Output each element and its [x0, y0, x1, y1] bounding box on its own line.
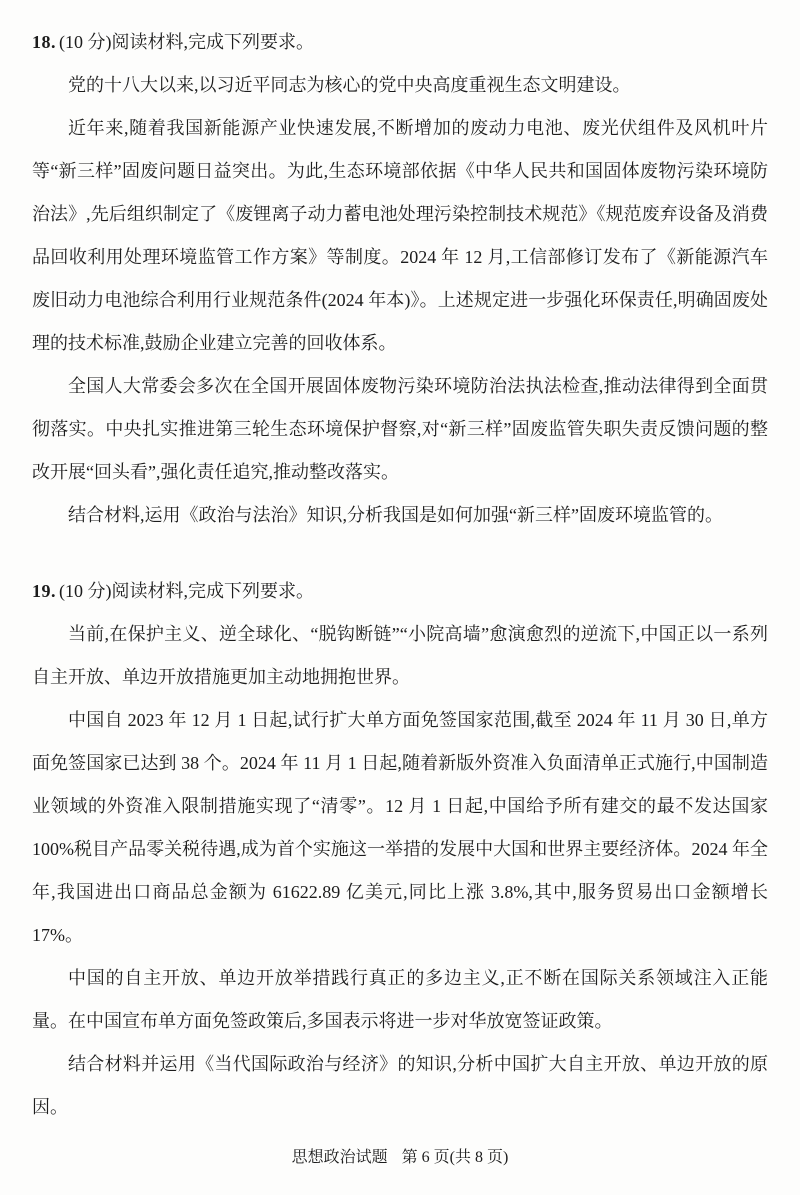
question-18-paragraph-2: 近年来,随着我国新能源产业快速发展,不断增加的废动力电池、废光伏组件及风机叶片等“新三样”固废问题日益突出。为此,生态环境部依据《中华人民共和国固体废物污染环境防治法》,先后组织制定了《废锂离子动力蓄电池处理污染控制技术规范》《规范废弃设备及消费品回收利用处理环境监管工作方案》等制度。2024 年 12 月,工信部修订发布了《新能源汽车废旧动力电池综合利用行业规范条件(2024 年本)》。上述规定进一步强化环保责任,明确固废处理的技术标准,鼓励企业建立完善的回收体系。 [32, 118, 768, 353]
footer-page-indicator: 第 6 页(共 8 页) [401, 1149, 509, 1166]
question-18-header [32, 21, 768, 64]
question-19-number: 19. [32, 581, 56, 601]
footer-exam-title: 思想政治试题 [291, 1149, 388, 1166]
question-19-paragraph-3: 中国的自主开放、单边开放举措践行真正的多边主义,正不断在国际关系领域注入正能量。在中国宣布单方面免签政策后,多国表示将进一步对华放宽签证政策。 [32, 968, 768, 1031]
question-18-paragraph-3: 全国人大常委会多次在全国开展固体废物污染环境防治法执法检查,推动法律得到全面贯彻落实。中央扎实推进第三轮生态环境保护督察,对“新三样”固废监管失职失责反馈问题的整改开展“回头看”,强化责任追究,推动整改落实。 [32, 376, 768, 482]
question-18-paragraph-1: 党的十八大以来,以习近平同志为核心的党中央高度重视生态文明建设。 [68, 75, 631, 95]
question-19 [32, 570, 768, 1129]
page-footer [0, 1148, 800, 1168]
question-19-instruction: (10 分)阅读材料,完成下列要求。 [59, 581, 314, 601]
question-18-task: 结合材料,运用《政治与法治》知识,分析我国是如何加强“新三样”固废环境监管的。 [68, 505, 723, 525]
question-18-number: 18. [32, 32, 56, 52]
question-19-paragraph-2: 中国自 2023 年 12 月 1 日起,试行扩大单方面免签国家范围,截至 2024 年 11 月 30 日,单方面免签国家已达到 38 个。2024 年 11 月 1 日起,随着新版外资准入负面清单正式施行,中国制造业领域的外资准入限制措施实现了“清零”。12 月 1 日起,中国给予所有建交的最不发达国家 100%税目产品零关税待遇,成为首个实施这一举措的发展中大国和世界主要经济体。2024 年全年,我国进出口商品总金额为 61622.89 亿美元,同比上涨 3.8%,其中,服务贸易出口金额增长 17%。 [32, 710, 768, 945]
question-18 [32, 21, 768, 537]
question-19-task: 结合材料并运用《当代国际政治与经济》的知识,分析中国扩大自主开放、单边开放的原因。 [32, 1054, 768, 1117]
question-19-header [32, 570, 768, 613]
question-19-paragraph-1: 当前,在保护主义、逆全球化、“脱钩断链”“小院高墙”愈演愈烈的逆流下,中国正以一系列自主开放、单边开放措施更加主动地拥抱世界。 [32, 624, 768, 687]
question-18-instruction: (10 分)阅读材料,完成下列要求。 [59, 32, 314, 52]
